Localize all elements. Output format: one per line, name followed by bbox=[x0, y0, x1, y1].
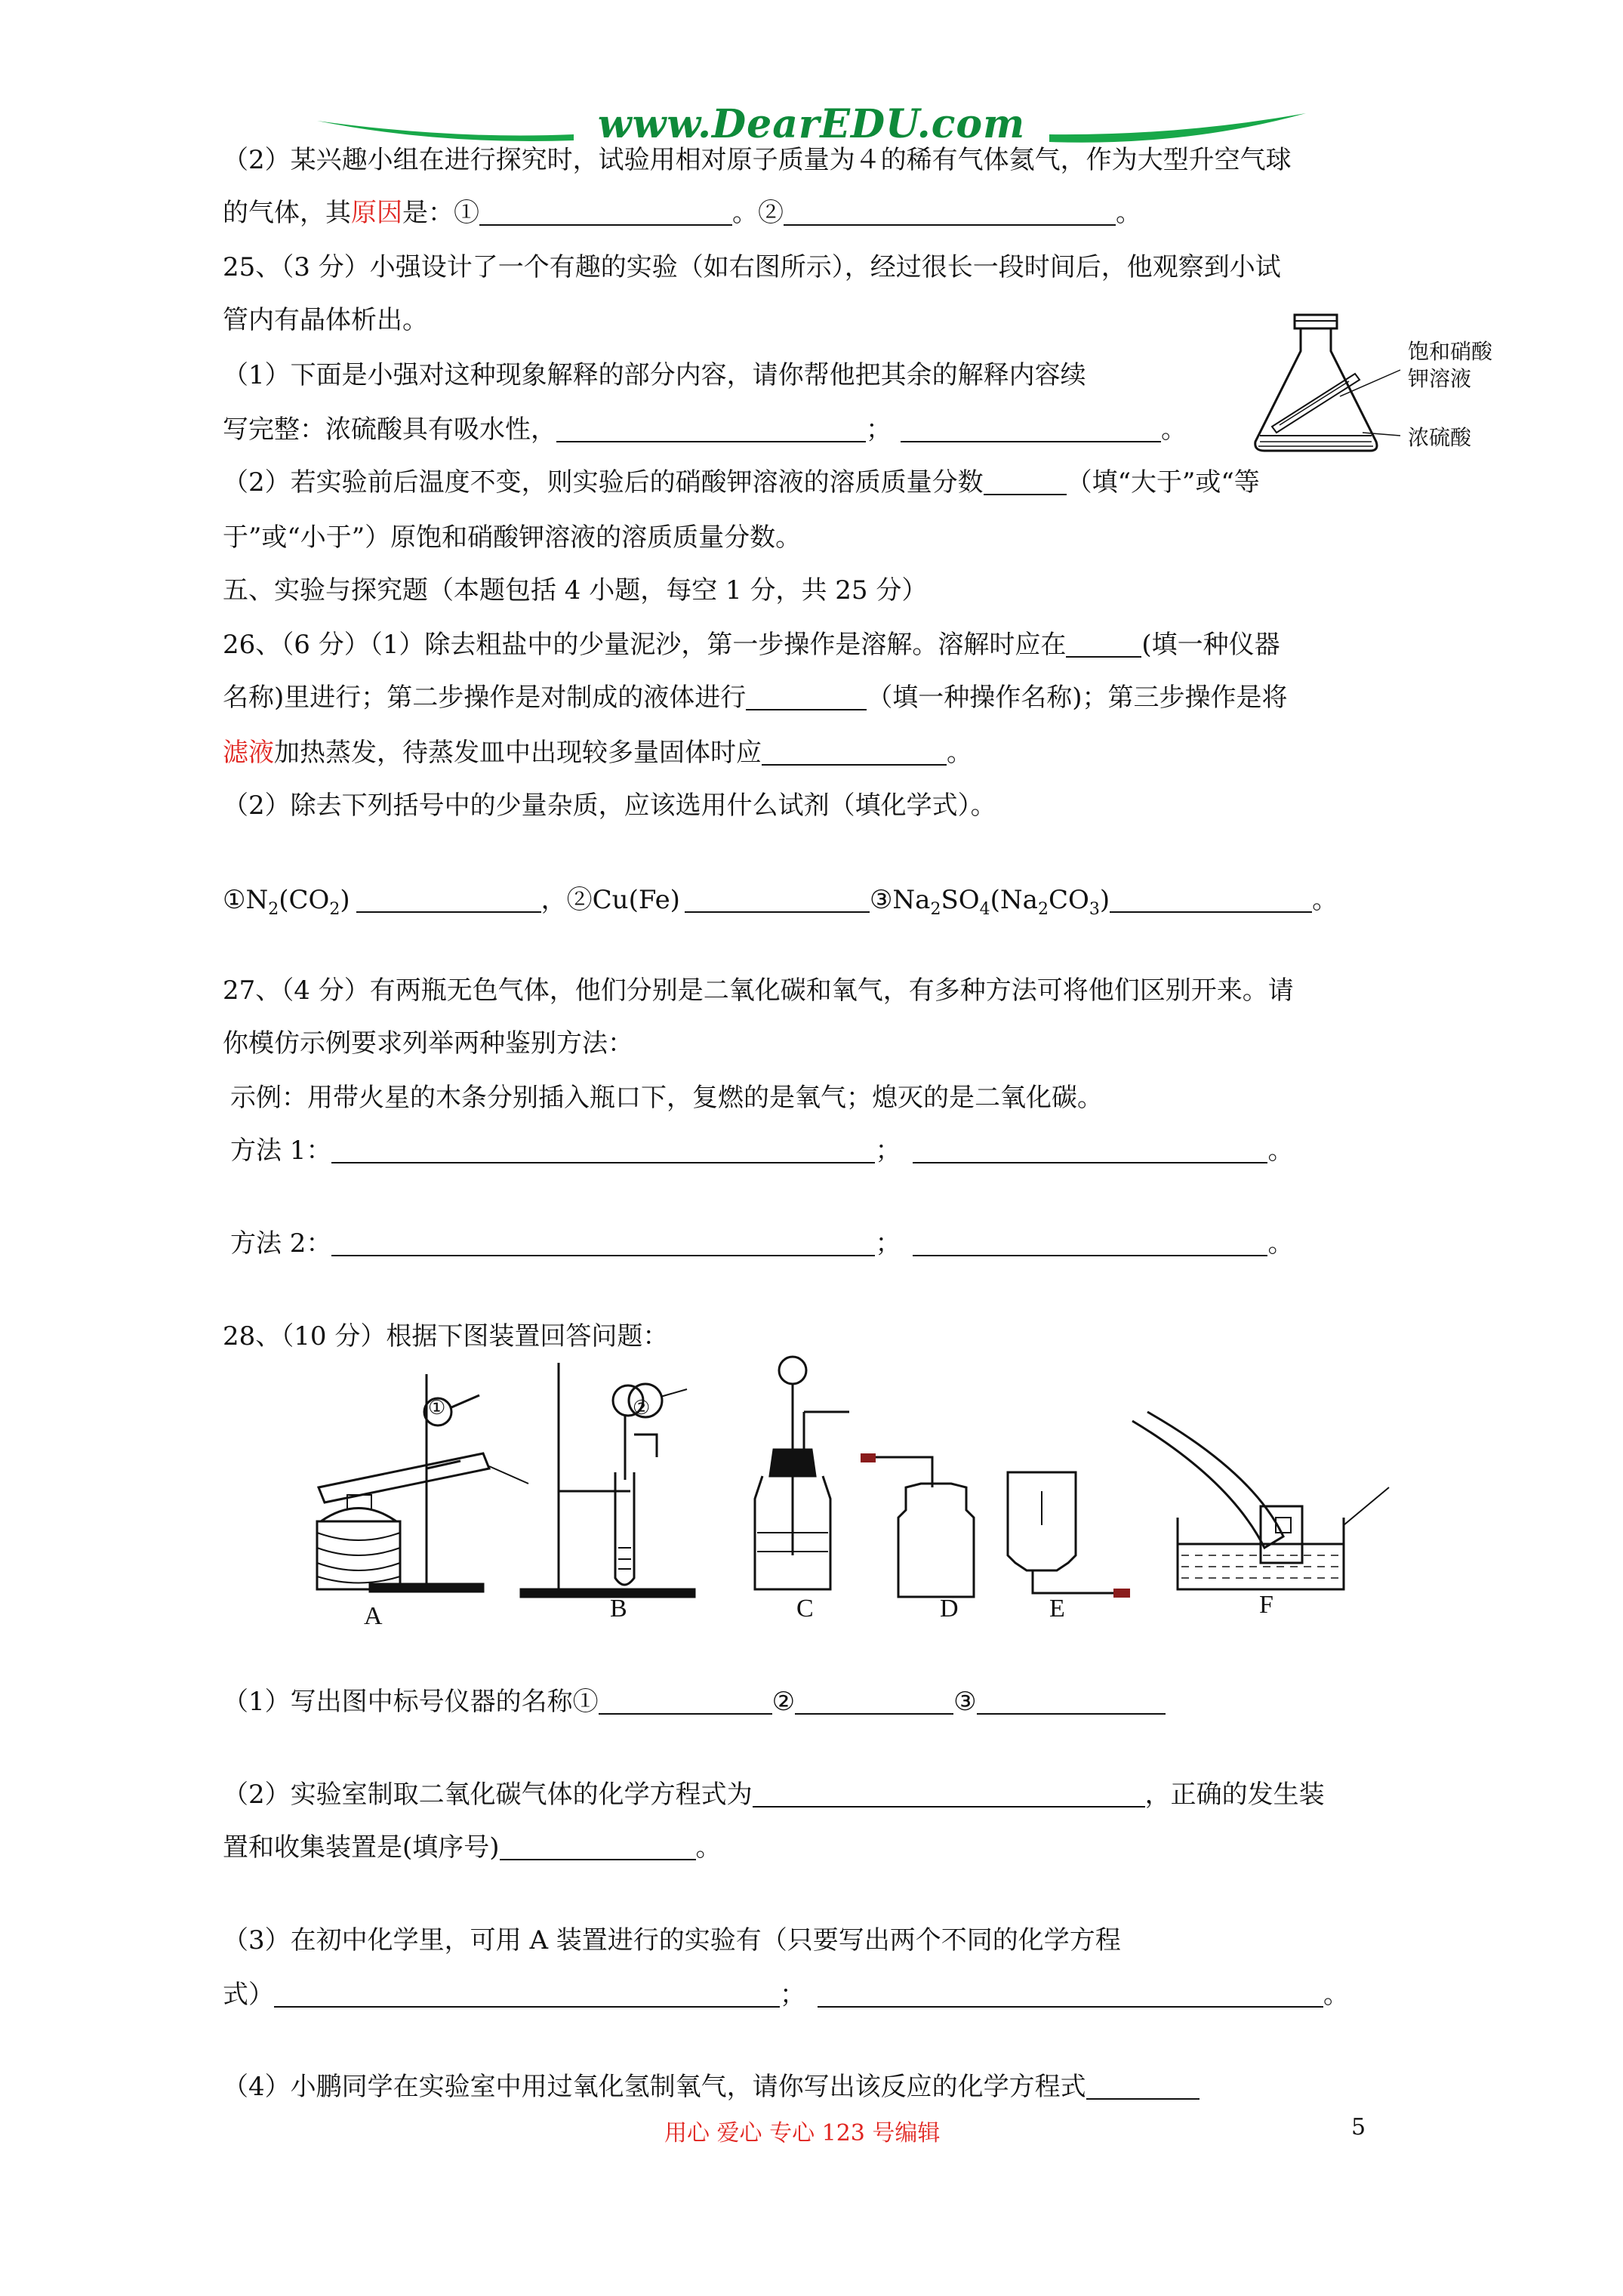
page-number: 5 bbox=[1351, 2114, 1366, 2140]
q26-line1: 26、（6 分）（1）除去粗盐中的少量泥沙，第一步操作是溶解。溶解时应在 (填一种仪器 bbox=[223, 630, 1280, 660]
q27-example: 示例：用带火星的木条分别插入瓶口下，复燃的是氧气；熄灭的是二氧化碳。 bbox=[230, 1083, 1103, 1113]
q28-part4: （4）小鹏同学在实验室中用过氧化氢制氧气，请你写出该反应的化学方程式 bbox=[223, 2070, 1200, 2103]
q25-line5: （2）若实验前后温度不变，则实验后的硝酸钾溶液的溶质质量分数 （填“大于”或“等 bbox=[223, 467, 1260, 498]
q26-line2: 名称)里进行；第二步操作是对制成的液体进行 （填一种操作名称)；第三步操作是将 bbox=[223, 683, 1288, 713]
answer-blank[interactable] bbox=[977, 1687, 1166, 1715]
flask-label-acid: 浓硫酸 bbox=[1408, 425, 1472, 450]
q27-method2: 方法 2： ； 。 bbox=[230, 1228, 1294, 1259]
q27-line2: 你模仿示例要求列举两种鉴别方法： bbox=[223, 1028, 633, 1059]
footer-note: 用心 爱心 专心 123 号编辑 bbox=[664, 2120, 941, 2147]
answer-blank[interactable] bbox=[500, 1833, 696, 1860]
q28-part2-line2: 置和收集装置是(填序号) 。 bbox=[223, 1832, 722, 1863]
answer-blank[interactable] bbox=[556, 415, 866, 442]
answer-blank[interactable] bbox=[753, 1780, 1145, 1808]
flask-figure bbox=[1249, 306, 1521, 457]
site-url: www.DearEDU.com bbox=[597, 101, 1026, 147]
answer-blank[interactable] bbox=[1086, 2073, 1200, 2100]
apparatus-mark-1: ① bbox=[428, 1397, 446, 1419]
answer-blank[interactable] bbox=[1110, 886, 1312, 913]
section5-title: 五、实验与探究题（本题包括 4 小题，每空 1 分，共 25 分） bbox=[223, 575, 928, 606]
q25-line2: 管内有晶体析出。 bbox=[223, 305, 428, 335]
answer-blank[interactable] bbox=[599, 1687, 772, 1715]
q26-line4: （2）除去下列括号中的少量杂质，应该选用什么试剂（填化学式）。 bbox=[223, 791, 996, 821]
answer-blank[interactable] bbox=[913, 1229, 1267, 1256]
q28-part3-line1: （3）在初中化学里，可用 A 装置进行的实验有（只要写出两个不同的化学方程 bbox=[223, 1925, 1121, 1955]
answer-blank[interactable] bbox=[331, 1229, 875, 1256]
q25-line3: （1）下面是小强对这种现象解释的部分内容，请你帮他把其余的解释内容续 bbox=[223, 360, 1086, 390]
q26-items: $①N_2(CO_2)$ ，②Cu(Fe) $③Na_2SO_4(Na_2CO_3)$ 。 bbox=[223, 885, 1338, 919]
answer-blank[interactable] bbox=[901, 415, 1161, 442]
q24-part2-line1: （2）某兴趣小组在进行探究时，试验用相对原子质量为４的稀有气体氦气，作为大型升空气球 bbox=[223, 145, 1292, 175]
q28-part3-line2: 式） ； 。 bbox=[223, 1980, 1349, 2010]
answer-blank[interactable] bbox=[746, 683, 867, 710]
flask-label-solution-1: 饱和硝酸 bbox=[1408, 339, 1493, 364]
q27-method1: 方法 1： ； 。 bbox=[230, 1136, 1294, 1166]
apparatus-label-c: C bbox=[796, 1595, 814, 1623]
answer-blank[interactable] bbox=[685, 886, 870, 913]
apparatus-mark-2: ② bbox=[633, 1397, 651, 1419]
answer-blank[interactable] bbox=[984, 468, 1067, 495]
q26-line3: 滤液加热蒸发，待蒸发皿中出现较多量固体时应 。 bbox=[223, 738, 972, 768]
answer-blank[interactable] bbox=[913, 1136, 1267, 1163]
answer-blank[interactable] bbox=[331, 1136, 875, 1163]
q25-line6: 于”或“小于”）原饱和硝酸钾溶液的溶质质量分数。 bbox=[223, 522, 802, 553]
q27-line1: 27、（4 分）有两瓶无色气体，他们分别是二氧化碳和氧气，有多种方法可将他们区别开来。请 bbox=[223, 975, 1294, 1006]
q25-line1: 25、（3 分）小强设计了一个有趣的实验（如右图所示），经过很长一段时间后，他观察到小试 bbox=[223, 252, 1281, 282]
answer-blank[interactable] bbox=[762, 738, 947, 766]
apparatus-label-e: E bbox=[1049, 1595, 1065, 1623]
apparatus-label-d: D bbox=[940, 1595, 959, 1623]
q24-part2-line2: 的气体，其原因是：① 。② 。 bbox=[223, 198, 1141, 228]
answer-blank[interactable] bbox=[356, 886, 541, 913]
q28-part1: （1）写出图中标号仪器的名称① ② ③ bbox=[223, 1685, 1166, 1718]
answer-blank[interactable] bbox=[784, 199, 1116, 226]
answer-blank[interactable] bbox=[479, 199, 732, 226]
apparatus-figure bbox=[302, 1329, 1404, 1608]
answer-blank[interactable] bbox=[818, 1980, 1323, 2008]
answer-blank[interactable] bbox=[795, 1687, 953, 1715]
apparatus-label-a: A bbox=[364, 1602, 383, 1630]
answer-blank[interactable] bbox=[1066, 630, 1141, 658]
flask-label-solution-2: 钾溶液 bbox=[1408, 366, 1472, 391]
answer-blank[interactable] bbox=[274, 1980, 780, 2008]
q28-title: 28、（10 分）根据下图装置回答问题： bbox=[223, 1321, 669, 1351]
q25-line4: 写完整：浓硫酸具有吸水性， ； 。 bbox=[223, 415, 1187, 445]
q28-part2-line1: （2）实验室制取二氧化碳气体的化学方程式为 ，正确的发生装 bbox=[223, 1780, 1325, 1810]
apparatus-label-f: F bbox=[1259, 1591, 1273, 1619]
apparatus-label-b: B bbox=[610, 1595, 627, 1623]
